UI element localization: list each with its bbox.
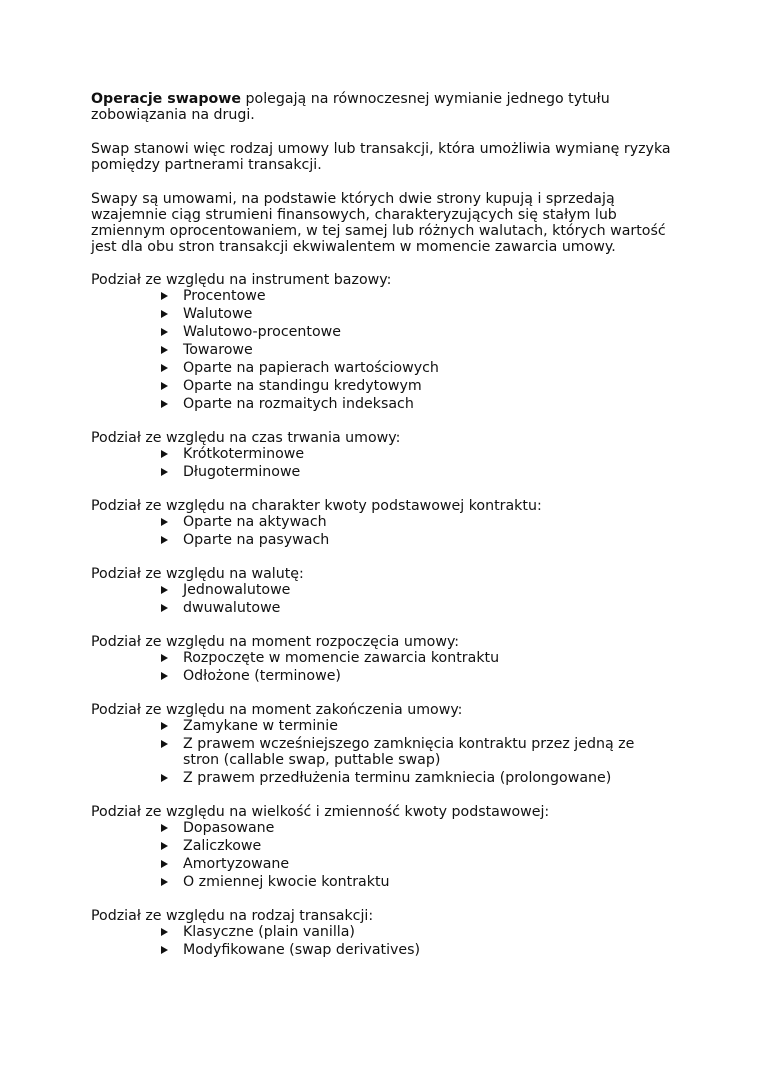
triangle-bullet-icon — [161, 518, 168, 526]
section-heading: Podział ze względu na wielkość i zmienność kwoty podstawowej: — [91, 804, 550, 820]
list-item-text: Długoterminowe — [183, 464, 301, 480]
list-item — [91, 838, 676, 854]
list-item-text: Odłożone (terminowe) — [183, 668, 341, 684]
list-item — [91, 532, 676, 548]
list-item-text: Walutowo-procentowe — [183, 324, 341, 340]
triangle-bullet-icon — [161, 928, 168, 936]
triangle-bullet-icon — [161, 364, 168, 372]
list-item — [91, 600, 676, 616]
list-item — [91, 736, 676, 768]
triangle-bullet-icon — [161, 878, 168, 886]
triangle-bullet-icon — [161, 586, 168, 594]
bullet-list — [91, 820, 676, 890]
list-item-text: Oparte na papierach wartościowych — [183, 360, 439, 376]
triangle-bullet-icon — [161, 450, 168, 458]
triangle-bullet-icon — [161, 346, 168, 354]
intro-paragraph-1 — [91, 91, 676, 123]
triangle-bullet-icon — [161, 842, 168, 850]
list-item — [91, 360, 676, 376]
triangle-bullet-icon — [161, 860, 168, 868]
section-transaction-type — [91, 908, 676, 958]
list-item — [91, 396, 676, 412]
list-item-text: Oparte na rozmaitych indeksach — [183, 396, 414, 412]
list-item — [91, 770, 676, 786]
list-item-text: Towarowe — [183, 342, 253, 358]
list-item — [91, 820, 676, 836]
section-heading: Podział ze względu na czas trwania umowy: — [91, 430, 401, 446]
intro-paragraph-3: Swapy są umowami, na podstawie których dwie strony kupują i sprzedają wzajemnie ciąg strumieni finansowych, charakteryzujących się stałym lub zmiennym oprocentowaniem, w tej samej lub różnych walutach, których wartość jest dla obu stron transakcji ekwiwalentem w momencie zawarcia umowy. — [91, 191, 666, 255]
bullet-list — [91, 514, 676, 548]
list-item-text: Klasyczne (plain vanilla) — [183, 924, 355, 940]
list-item-text: Jednowalutowe — [183, 582, 291, 598]
triangle-bullet-icon — [161, 740, 168, 748]
list-item-text: Oparte na aktywach — [183, 514, 327, 530]
bullet-list — [91, 446, 676, 480]
list-item — [91, 874, 676, 890]
section-principal-character — [91, 498, 676, 548]
list-item-text: O zmiennej kwocie kontraktu — [183, 874, 390, 890]
list-item — [91, 942, 676, 958]
list-item-text: Krótkoterminowe — [183, 446, 305, 462]
bullet-list — [91, 650, 676, 684]
triangle-bullet-icon — [161, 672, 168, 680]
list-item — [91, 464, 676, 480]
triangle-bullet-icon — [161, 468, 168, 476]
bullet-list — [91, 924, 676, 958]
list-item-text: Zaliczkowe — [183, 838, 262, 854]
triangle-bullet-icon — [161, 382, 168, 390]
section-principal-size — [91, 804, 676, 890]
document-body — [91, 91, 676, 976]
list-item — [91, 288, 676, 304]
list-item-text: Z prawem przedłużenia terminu zamkniecia (prolongowane) — [183, 770, 612, 786]
triangle-bullet-icon — [161, 328, 168, 336]
list-item — [91, 718, 676, 734]
section-heading: Podział ze względu na walutę: — [91, 566, 304, 582]
list-item-text: Modyfikowane (swap derivatives) — [183, 942, 421, 958]
list-item — [91, 650, 676, 666]
list-item — [91, 306, 676, 322]
list-item — [91, 924, 676, 940]
list-item-text: Amortyzowane — [183, 856, 290, 872]
section-heading: Podział ze względu na rodzaj transakcji: — [91, 908, 374, 924]
list-item — [91, 378, 676, 394]
section-heading: Podział ze względu na charakter kwoty podstawowej kontraktu: — [91, 498, 542, 514]
section-heading: Podział ze względu na moment rozpoczęcia umowy: — [91, 634, 460, 650]
intro-paragraph-2: Swap stanowi więc rodzaj umowy lub transakcji, która umożliwia wymianę ryzyka pomiędzy partnerami transakcji. — [91, 141, 671, 173]
intro-paragraph-1-text: polegają na równoczesnej wymianie jednego tytułu zobowiązania na drugi. — [91, 91, 610, 123]
triangle-bullet-icon — [161, 946, 168, 954]
list-item — [91, 446, 676, 462]
section-instrument — [91, 272, 676, 412]
list-item — [91, 324, 676, 340]
section-start — [91, 634, 676, 684]
triangle-bullet-icon — [161, 400, 168, 408]
list-item-text: Oparte na pasywach — [183, 532, 330, 548]
triangle-bullet-icon — [161, 824, 168, 832]
triangle-bullet-icon — [161, 722, 168, 730]
list-item-text: Rozpoczęte w momencie zawarcia kontraktu — [183, 650, 500, 666]
bullet-list — [91, 582, 676, 616]
section-heading: Podział ze względu na moment zakończenia umowy: — [91, 702, 463, 718]
list-item-text: Dopasowane — [183, 820, 275, 836]
bullet-list — [91, 718, 676, 786]
list-item — [91, 342, 676, 358]
list-item — [91, 856, 676, 872]
section-currency — [91, 566, 676, 616]
triangle-bullet-icon — [161, 654, 168, 662]
list-item-text: Walutowe — [183, 306, 253, 322]
list-item-text: Procentowe — [183, 288, 266, 304]
triangle-bullet-icon — [161, 604, 168, 612]
triangle-bullet-icon — [161, 292, 168, 300]
list-item-text: Zamykane w terminie — [183, 718, 338, 734]
list-item — [91, 582, 676, 598]
list-item — [91, 514, 676, 530]
bullet-list — [91, 288, 676, 412]
triangle-bullet-icon — [161, 774, 168, 782]
list-item-text: Z prawem wcześniejszego zamknięcia kontraktu przez jedną ze stron (callable swap, puttable swap) — [183, 736, 635, 768]
list-item — [91, 668, 676, 684]
list-item-text: Oparte na standingu kredytowym — [183, 378, 422, 394]
triangle-bullet-icon — [161, 536, 168, 544]
section-heading: Podział ze względu na instrument bazowy: — [91, 272, 392, 288]
bold-term: Operacje swapowe — [91, 91, 242, 107]
triangle-bullet-icon — [161, 310, 168, 318]
section-duration — [91, 430, 676, 480]
section-end — [91, 702, 676, 786]
list-item-text: dwuwalutowe — [183, 600, 281, 616]
